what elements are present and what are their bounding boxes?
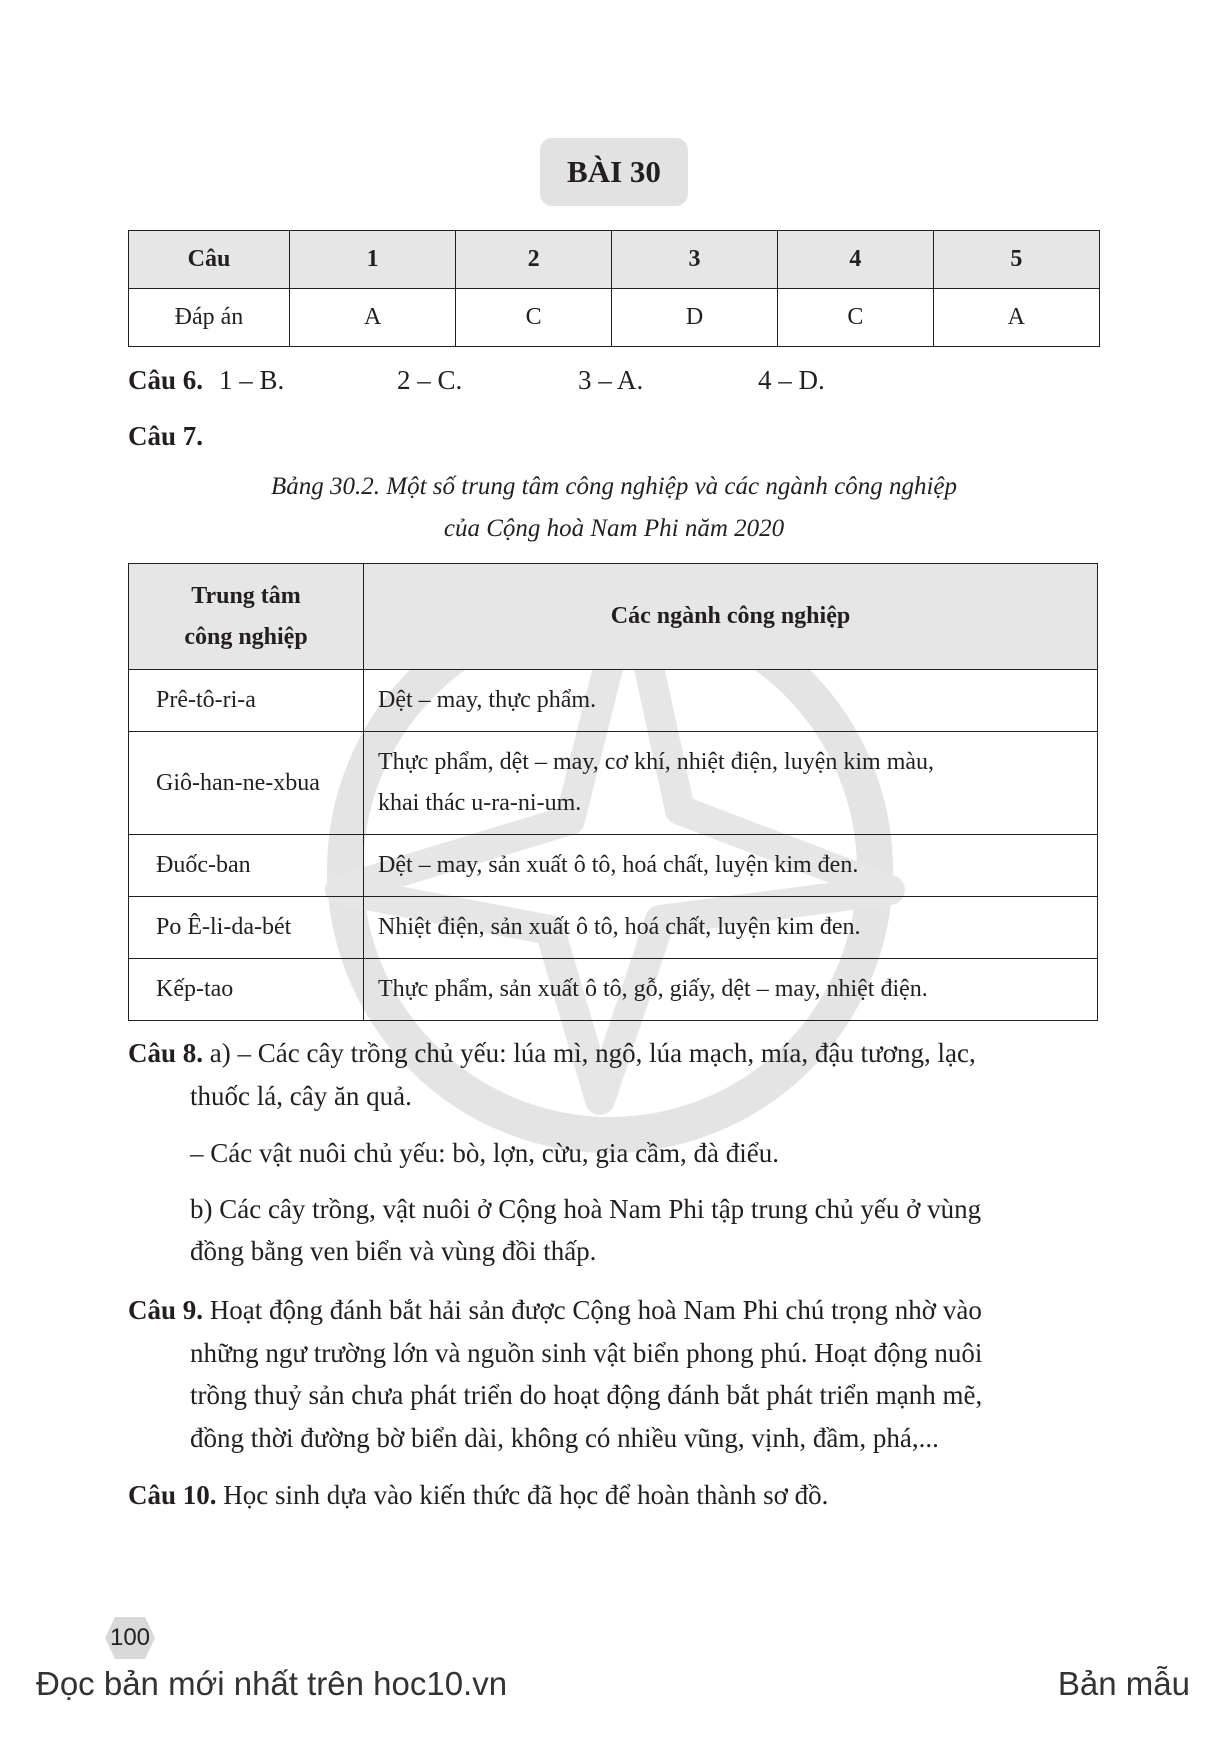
answer-table-cell: C	[778, 289, 933, 347]
industry-table-row	[129, 897, 1098, 959]
industries-cell: Nhiệt điện, sản xuất ô tô, hoá chất, luyện kim đen.	[364, 897, 1098, 959]
footer-link[interactable]: Đọc bản mới nhất trên hoc10.vn	[36, 1665, 508, 1702]
q9-line2: những ngư trường lớn và nguồn sinh vật biển phong phú. Hoạt động nuôi	[190, 1338, 983, 1368]
answer-table-cell: C	[456, 289, 611, 347]
industries-text: Thực phẩm, dệt – may, cơ khí, nhiệt điện, luyện kim màu,	[378, 749, 935, 775]
industry-table-header-row	[129, 564, 1098, 670]
center-cell: Kếp-tao	[129, 959, 364, 1021]
industry-table-row	[129, 732, 1098, 835]
center-cell: Po Ê-li-da-bét	[129, 897, 364, 959]
header-text: công nghiệp	[184, 623, 308, 650]
table-caption-line2: của Cộng hoà Nam Phi năm 2020	[443, 515, 785, 542]
q9-text: Hoạt động đánh bắt hải sản được Cộng hoà Nam Phi chú trọng nhờ vào	[203, 1295, 982, 1325]
answer-table-header-cell: 1	[290, 231, 456, 289]
answer-table	[128, 230, 1100, 347]
industry-table-header-cell: Các ngành công nghiệp	[364, 564, 1098, 670]
industries-cell: Dệt – may, thực phẩm.	[364, 670, 1098, 732]
q9-line4: đồng thời đường bờ biển dài, không có nhiều vũng, vịnh, đầm, phá,...	[190, 1423, 939, 1453]
industry-table-row	[129, 670, 1098, 732]
answer-table-header-cell: 2	[456, 231, 611, 289]
answer-table-cell: Đáp án	[129, 289, 290, 347]
q10-label: Câu 10.	[128, 1480, 217, 1510]
q8-line3: – Các vật nuôi chủ yếu: bò, lợn, cừu, gia cầm, đà điểu.	[190, 1138, 780, 1168]
lesson-title: BÀI 30	[540, 138, 688, 206]
industries-cell	[364, 732, 1098, 835]
answer-table-header-cell: Câu	[129, 231, 290, 289]
q8-line2: thuốc lá, cây ăn quả.	[190, 1081, 412, 1111]
industries-text: khai thác u-ra-ni-um.	[378, 790, 582, 816]
q9-label: Câu 9.	[128, 1295, 204, 1325]
q8-text: a) – Các cây trồng chủ yếu: lúa mì, ngô, lúa mạch, mía, đậu tương, lạc,	[203, 1038, 976, 1068]
q6-item: 2 – C.	[397, 365, 463, 395]
q8-line1	[128, 1034, 976, 1072]
q6-line	[128, 361, 203, 399]
q9-line1	[128, 1291, 982, 1329]
q6-item: 4 – D.	[758, 365, 825, 395]
q7-line	[128, 417, 203, 455]
header-text: Trung tâm	[191, 582, 301, 609]
industry-table-header-cell	[129, 564, 364, 670]
page-number: 100	[109, 1624, 151, 1651]
answer-table-header-row	[129, 231, 1100, 289]
q8-line4: b) Các cây trồng, vật nuôi ở Cộng hoà Nam Phi tập trung chủ yếu ở vùng	[190, 1194, 982, 1224]
page-number-badge	[104, 1616, 156, 1660]
center-cell: Giô-han-ne-xbua	[129, 732, 364, 835]
industries-cell: Thực phẩm, sản xuất ô tô, gỗ, giấy, dệt – may, nhiệt điện.	[364, 959, 1098, 1021]
q9-line3: trồng thuỷ sản chưa phát triển do hoạt động đánh bắt phát triển mạnh mẽ,	[190, 1380, 983, 1410]
q6-item: 3 – A.	[578, 365, 644, 395]
answer-table-header-cell: 5	[933, 231, 1099, 289]
answer-table-cell: A	[933, 289, 1099, 347]
answer-table-header-cell: 4	[778, 231, 933, 289]
q6-label: Câu 6.	[128, 365, 204, 395]
industry-table-row	[129, 835, 1098, 897]
q10-line	[128, 1476, 828, 1514]
center-cell: Đuốc-ban	[129, 835, 364, 897]
q10-text: Học sinh dựa vào kiến thức đã học để hoàn thành sơ đồ.	[216, 1480, 829, 1510]
center-cell: Prê-tô-ri-a	[129, 670, 364, 732]
industry-table-row	[129, 959, 1098, 1021]
q6-item: 1 – B.	[219, 365, 285, 395]
answer-table-header-cell: 3	[611, 231, 777, 289]
table-caption-line1: Bảng 30.2. Một số trung tâm công nghiệp và các ngành công nghiệp	[270, 473, 957, 500]
answer-table-cell: A	[290, 289, 456, 347]
answer-table-cell: D	[611, 289, 777, 347]
industry-table	[128, 563, 1098, 1021]
q8-line5: đồng bằng ven biển và vùng đồi thấp.	[190, 1236, 597, 1266]
industries-cell: Dệt – may, sản xuất ô tô, hoá chất, luyện kim đen.	[364, 835, 1098, 897]
q8-label: Câu 8.	[128, 1038, 204, 1068]
q7-label: Câu 7.	[128, 421, 204, 451]
footer-sample-label: Bản mẫu	[1057, 1665, 1190, 1702]
answer-table-row	[129, 289, 1100, 347]
